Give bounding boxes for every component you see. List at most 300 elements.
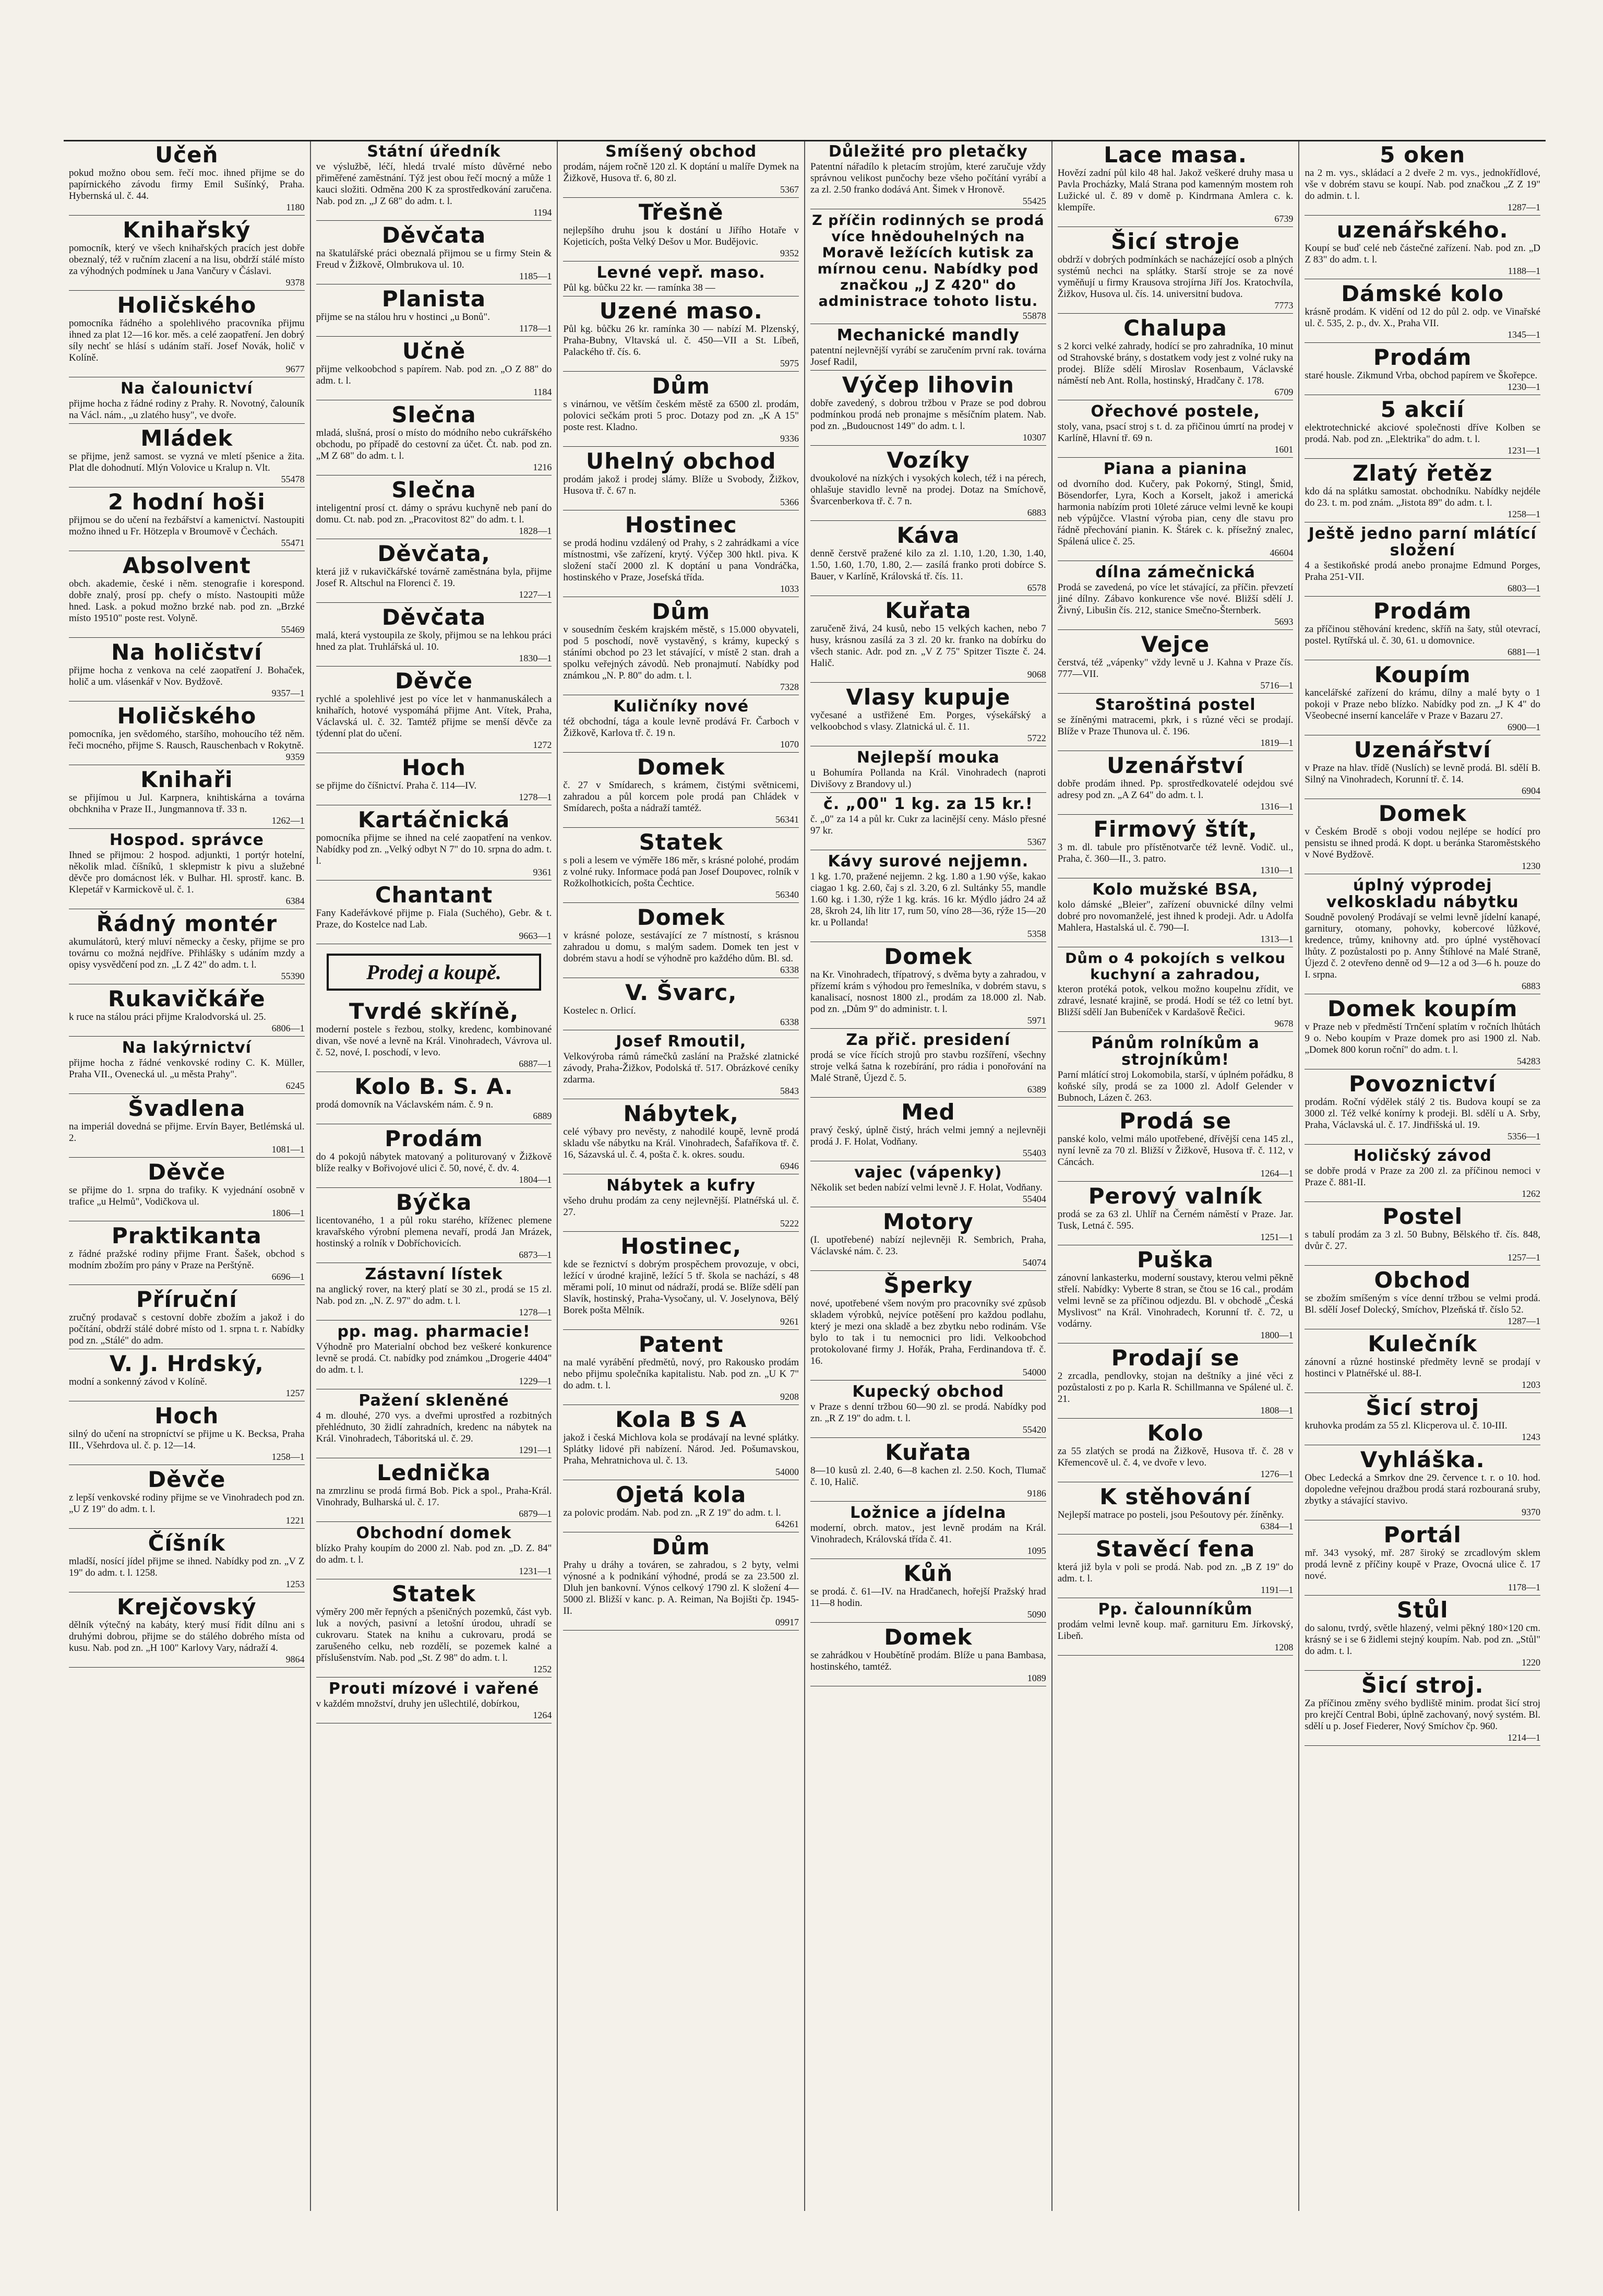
ad-title: Lace masa. <box>1104 142 1247 168</box>
ad-title: Hostinec <box>625 512 737 538</box>
ad-title: Děvče <box>148 1467 226 1492</box>
classified-ad <box>810 144 1046 209</box>
ad-text: kteron protéká potok, velkou možno koupelnu zřídit, ve zdravé, lesnaté krajině, se prodá. Hodí se též co letní byt. Bližší sdělí Jan Bubeníček v Kardašově Řečici. <box>1057 984 1294 1018</box>
ad-title: Perový valník <box>1088 1183 1263 1209</box>
ad-code: 1178—1 <box>519 323 552 334</box>
ad-code: 9678 <box>1274 1018 1294 1029</box>
ad-title: Kuřata <box>885 1440 972 1465</box>
classified-ad <box>1305 1205 1540 1266</box>
ad-title: Děvčata <box>381 222 486 248</box>
ad-code: 5843 <box>780 1086 799 1096</box>
classified-ad <box>1305 346 1540 395</box>
ad-text: se zbožím smíšeným s více denní tržbou se velmi prodá. Bl. sdělí Josef Dolecký, Smíchov, Plzeňská tř. číslo 52. <box>1305 1293 1541 1315</box>
ad-text: zaručeně živá, 24 kusů, nebo 15 velkých kachen, nebo 7 husy, krásnou zasílá za 3 zl. 20 kr. franko na dobírku do všech stanic. Adr. pod zn. „V Z 75" Spitzer Tiszte č. 24. Halič. <box>810 623 1046 669</box>
ad-code: 1243 <box>1522 1432 1541 1442</box>
divider <box>1305 596 1540 597</box>
ad-code: 1601 <box>1274 444 1294 455</box>
divider <box>1058 693 1294 694</box>
ad-title: Vejce <box>1141 632 1210 657</box>
classified-ad <box>1305 144 1540 216</box>
ad-code: 6696—1 <box>271 1271 305 1282</box>
ad-title: Kuličníky nové <box>613 697 749 716</box>
classified-ad <box>810 327 1046 371</box>
divider <box>69 1284 305 1285</box>
ad-title: Obchodní domek <box>356 1524 512 1542</box>
ad-text: 4 m. dlouhé, 270 vys. a dveřmi uprostřed a rozbitných přehlédnuto, 30 židlí zahradních, kredenc na nábytek na Král. Vinohradech, Táboritská ul. č. 29. <box>316 1410 552 1444</box>
classified-ad <box>1058 882 1294 947</box>
ad-title: Švadlena <box>128 1096 246 1121</box>
ad-text: 3 m. dl. tabule pro přístěnotvarče též levně. Vodič. ul., Praha, č. 360—II., 3. patro. <box>1057 842 1294 864</box>
ad-code: 6887—1 <box>519 1058 552 1069</box>
ad-text: pomocníka přijme se ihned na celé zaopatření na venkov. Nabídky pod zn. „Velký odbyt N 7" do 10. srpna do adm. t. l. <box>316 832 552 866</box>
classified-ad <box>316 1000 552 1072</box>
classified-ad <box>810 796 1046 850</box>
ad-code: 1800—1 <box>1260 1330 1294 1340</box>
ad-text: malá, která vystoupila ze školy, přijmou se na lehkou práci hned za plat. Truhlářská ul. 10. <box>316 630 552 652</box>
ad-code: 1278—1 <box>519 792 552 802</box>
classified-ad <box>69 427 305 487</box>
ad-code: 6889 <box>533 1111 552 1121</box>
divider <box>69 423 305 424</box>
ad-title: Ojetá kola <box>616 1482 747 1507</box>
classified-ad <box>316 479 552 539</box>
ad-text: v sousedním českém krajském městě, s 15.000 obyvateli, pod 5 poschodí, nově vystavěný, s krámy, kupecký s stáními obchod po 23 let stávající, v místě 2 stan. drah a spolku veřejných závodů. Neb pronajmutí. Nabídky pod známkou „N. P. 80" do adm. t. l. <box>563 624 799 681</box>
divider <box>1058 457 1294 458</box>
ad-text: akumulátorů, který mluví německy a česky, přijme se pro továrnu co možná nejdříve. Přihlášky s udáním mzdy a opisy vysvědčení pod zn. „L Z 42" do adm. t. l. <box>69 936 305 970</box>
ad-title: Uzené maso. <box>599 298 763 324</box>
ad-text: na Kr. Vinohradech, třípatrový, s dvěma byty a zahradou, v přízemí krám s výhodou pro řemeslníka, v dobrém stavu, s kanalisací, nosnost 1800 zl., prodám za 18.000 zl. Nab. pod zn. „Dům 9" do administr. t. l. <box>810 969 1046 1015</box>
ad-text: na 2 m. vys., skládací a 2 dveře 2 m. vys., jednokřídlové, vše v dobrém stavu se koupí. Nab. pod značkou „Z Z 19" do admin. t. l. <box>1305 168 1541 201</box>
ad-title: Lednička <box>377 1460 491 1485</box>
classified-ad <box>69 988 305 1037</box>
ad-text: 2 zrcadla, pendlovky, stojan na deštníky a jiné věci z pozůstalosti z po p. Karla R. Schillmanna ve Spálené ul. č. 21. <box>1057 1371 1294 1405</box>
classified-ad <box>810 1505 1046 1559</box>
ad-text: dobře prodám ihned. Pp. sprostředkovatelé odejdou své adresy pod zn. „A Z 64" do adm. t. l. <box>1057 778 1294 801</box>
ad-text: pomocníka, jen svědomého, staršího, mohoucího též něm. řeči mocného, přijme S. Rausch, Rauschenbach v Rokytně. <box>69 729 305 751</box>
classified-ad <box>1058 633 1294 694</box>
classified-ad <box>316 1525 552 1579</box>
ad-text: Několik set beden nabízí velmi levně J. F. Holat, Vodňany. <box>810 1182 1043 1193</box>
ad-title: Děvčata <box>381 604 486 630</box>
classified-ad <box>810 1562 1046 1623</box>
ad-title: V. Švarc, <box>625 980 737 1005</box>
divider <box>810 1437 1046 1438</box>
ad-code: 6879—1 <box>519 1508 552 1519</box>
ad-title: Býčka <box>396 1189 472 1215</box>
ad-title: Povoznictví <box>1349 1071 1497 1097</box>
ad-title: 5 oken <box>1380 142 1466 168</box>
ad-text: Kostelec n. Orlicí. <box>563 1005 636 1016</box>
ad-text: Fany Kadeřávkové přijme p. Fiala (Suchého), Gebr. & t. Praze, do Kostelce nad Lab. <box>316 908 552 930</box>
classified-ad <box>810 1032 1046 1098</box>
ad-text: s vinárnou, ve větším českém městě za 6500 zl. prodám, polovici sečkám proti 5 proc. Dotazy pod zn. „K A 15" poste rest. Kladno. <box>563 399 799 433</box>
classified-ad <box>69 1224 305 1285</box>
ad-text: za polovic prodám. Nab. pod zn. „R Z 19" do adm. t. l. <box>563 1507 781 1518</box>
classified-ad <box>563 698 799 753</box>
divider <box>1058 629 1294 630</box>
classified-ad <box>810 449 1046 521</box>
ad-text: obch. akademie, české i něm. stenografie i korespond. dobře znalý, prosí pp. chefy o místo. Nastoupiti může hned. Lask. a pokud možno brzké nab. pod zn. „Brzké místo 19510" poste rest. Volyně. <box>69 578 305 624</box>
classified-ad <box>810 1274 1046 1381</box>
ad-title: Kuřata <box>885 598 972 623</box>
divider <box>810 1501 1046 1502</box>
ad-title: Portál <box>1383 1522 1462 1548</box>
ad-text: silný do učení na stropníctví se přijme u K. Becksa, Praha III., Všehrdova ul. č. p. 12—14. <box>69 1429 305 1451</box>
ad-title: Knihaři <box>140 767 233 792</box>
classified-ad <box>316 1583 552 1678</box>
ad-code: 1089 <box>1027 1673 1046 1683</box>
ad-text: v každém množství, druhy jen ušlechtilé, dobírkou, <box>316 1698 520 1709</box>
divider <box>563 1329 799 1330</box>
ad-text: z řádné pražské rodiny přijme Frant. Šašek, obchod s modním zbožím pro pány v Praze na Perštýně. <box>69 1248 305 1271</box>
ad-text: nové, upotřebené všem novým pro pracovníky své způsob skladem výrobků, nejvíce potěšení pro každou podlahu, který je mezi ona skladě a bez zbytku nebo rodinám. Vše bylo to tak i tu nemocnici pro lidi. Velkoobchod protokolované firmy J. Hořák, Praha, Ferdinandova tř. č. 16. <box>810 1298 1046 1366</box>
ad-title: vajec (vápenky) <box>854 1163 1002 1182</box>
classified-ad <box>1058 1422 1294 1482</box>
ad-title: Příruční <box>136 1287 237 1312</box>
classified-ad <box>563 981 799 1030</box>
classified-ad <box>69 1532 305 1592</box>
ad-code: 5693 <box>1274 616 1294 627</box>
classified-ad <box>563 1177 799 1232</box>
classified-ad <box>69 554 305 638</box>
classified-ad <box>810 1164 1046 1207</box>
classified-ad <box>69 768 305 829</box>
classified-ad <box>69 144 305 216</box>
divider <box>563 902 799 903</box>
ad-code: 1216 <box>533 462 552 472</box>
ad-text: v Praze na hlav. třídě (Nuslích) se levně prodá. Bl. sdělí B. Silný na Vinohradech, Korunní tř. č. 14. <box>1305 763 1541 785</box>
ad-text: se dobře prodá v Praze za 200 zl. za příčinou nemoci v Praze č. 881-II. <box>1305 1165 1541 1188</box>
ad-title: Uzenářství <box>1107 753 1244 778</box>
divider <box>1058 1181 1294 1182</box>
ad-code: 1081—1 <box>271 1144 305 1155</box>
ad-code: 9352 <box>780 248 799 258</box>
divider <box>1058 1418 1294 1419</box>
classified-ad <box>810 374 1046 446</box>
classified-ad <box>810 750 1046 793</box>
ad-text: se přijme do číšnictví. Praha č. 114—IV. <box>316 780 477 791</box>
ad-code: 1272 <box>533 740 552 750</box>
ad-code: 55878 <box>1022 311 1046 321</box>
classified-ad <box>1058 317 1294 400</box>
classified-ad <box>316 288 552 337</box>
ad-title: Důležité pro pletačky <box>828 142 1028 161</box>
ad-text: jakož i česká Michlova kola se prodávají na levné splátky. Splátky lidové při nabízení. Národ. Jed. Pošumavskou, Praha, Mehratnichova ul. č. 13. <box>563 1432 799 1466</box>
divider <box>1058 814 1294 815</box>
classified-ad <box>1058 950 1294 1032</box>
ad-text: kolo dámské „Bleier", zařízení obuvnické dílny velmi dobré pro novomanželé, jest ihned k prodeji. Adr. u Adolfa Mahlera, Hastalská ul. č. 790—I. <box>1057 899 1294 933</box>
ad-title: Uhelný obchod <box>585 448 776 474</box>
ad-code: 5716—1 <box>1260 680 1294 691</box>
ad-text: přijme hocha z řádné venkovské rodiny C. K. Müller, Praha VII., Ovenecká ul. „u města Prahy". <box>69 1057 305 1080</box>
ad-title: Josef Rmoutil, <box>616 1032 747 1051</box>
ad-title: Hoch <box>402 755 466 780</box>
ad-code: 1203 <box>1522 1379 1541 1390</box>
ad-title: Státní úředník <box>367 142 501 161</box>
ad-title: Nejlepší mouka <box>856 748 1000 767</box>
ad-title: Učně <box>402 338 466 364</box>
ad-code: 1264—1 <box>1260 1168 1294 1179</box>
classified-ad <box>69 1161 305 1221</box>
ad-title: Koupím <box>1374 662 1471 687</box>
ad-text: Koupí se buď celé neb částečné zařízení. Nab. pod zn. „D Z 83" do adm. t. l. <box>1305 243 1541 265</box>
ad-code: 1253 <box>285 1579 305 1589</box>
ad-text: do salonu, tvrdý, světle hlazený, velmi pěkný 180×120 cm. krásný se i se 6 židlemi stejný koupím. Nab. pod zn. „Stůl" do adm. t. l. <box>1305 1623 1541 1657</box>
classified-ad <box>1058 754 1294 815</box>
ad-title: Chantant <box>375 882 493 908</box>
classified-ad <box>1058 1248 1294 1343</box>
ad-code: 9677 <box>285 364 305 374</box>
ad-code: 9361 <box>533 867 552 877</box>
ad-text: prodám, nájem ročně 120 zl. K doptání u malíře Dymek na Žižkově, Husova tř. 6, 80 zl. <box>563 161 799 184</box>
ad-code: 1287—1 <box>1508 1316 1541 1326</box>
ad-code: 5358 <box>1027 929 1046 939</box>
divider <box>810 682 1046 683</box>
classified-ad <box>810 1626 1046 1686</box>
ad-title: Šicí stroj. <box>1361 1672 1484 1698</box>
ad-text: licentovaného, 1 a půl roku starého, kříženec plemene kravařského výrobní plemena nevaří, prodá Jan Mrázek, hostinský a rolník v Dobříchovicích. <box>316 1215 552 1249</box>
ad-code: 6245 <box>285 1080 305 1091</box>
ad-title: Káva <box>896 522 960 548</box>
ad-title: Nábytek, <box>623 1101 739 1126</box>
ad-code: 6883 <box>1027 507 1046 518</box>
ad-text: Prodá se zavedená, po více let stávající, za příčin. převzetí jiné dílny. Zábavo konkurence vše nové. Bližší sdělí J. Živný, Libušin čís. 212, stanice Smečno-Šternberk. <box>1057 582 1294 616</box>
ad-text: kdo dá na splátku samostat. obchodníku. Nabídky nejdéle do 23. t. m. pod znám. „Jistota 89" do adm. t. l. <box>1305 486 1541 508</box>
ad-code: 1828—1 <box>519 526 552 536</box>
classified-ad <box>563 1033 799 1099</box>
ad-title: Třešně <box>638 199 724 225</box>
ad-code: 1291—1 <box>519 1445 552 1455</box>
ad-text: dělník výtečný na kabáty, který musí řídit dílnu ani s druhými dobrou, přijme se do stálého dobrého místa od kusu. Nab. pod zn. „H 100" Karlovy Vary, nádraží 4. <box>69 1620 305 1653</box>
divider <box>1305 1265 1540 1266</box>
ad-code: 54283 <box>1517 1056 1541 1066</box>
ad-code: 1287—1 <box>1508 202 1541 212</box>
ad-text: přijme hocha z řádné rodiny z Prahy. R. Novotný, čalouník na Václ. nám., „u zlatého husy", ve dvoře. <box>69 398 305 421</box>
divider <box>1058 1655 1294 1656</box>
ad-title: Šperky <box>883 1272 973 1298</box>
ad-title: Holičský závod <box>1353 1147 1492 1165</box>
ad-text: Soudně povolený Prodávají se velmi levně jídelní kanapé, garnitury, otomany, pohovky, kobercové lůžkové, kredence, trůmy, knihovny atd. pro úplné vystěhovací lhůty. Z pozůstalosti po p. Anny Štíhlové na Malé Straně, Újezd č. 2 otevřeno denně od 9—12 a od 3—6 h. pouze do I. srpna. <box>1305 912 1541 980</box>
ad-code: 1191—1 <box>1261 1585 1294 1595</box>
ad-text: za příčinou stěhování kredenc, skříň na šaty, stůl otevrací, postel. Rytířská ul. č. 30, 61. u domovnice. <box>1305 624 1541 646</box>
ad-text: 4 a šestikoňské prodá anebo pronajme Edmund Porges, Praha 251-VII. <box>1305 560 1541 582</box>
ad-code: 56341 <box>775 814 799 825</box>
ad-text: prodá domovník na Václavském nám. č. 9 n. <box>316 1099 494 1110</box>
ad-code: 1276—1 <box>1260 1469 1294 1479</box>
ad-text: moderní postele s řezbou, stolky, kredenc, kombinované divan, vše nové a levně na Král. Vinohradech, Vávrova ul. č. 52, nové, I. poschodí, v levo. <box>316 1024 552 1058</box>
divider <box>1305 342 1540 343</box>
ad-text: mladá, slušná, prosí o místo do módního nebo cukrářského obchodu, po případě do cestovní za účet. Čt. nab. pod zn. „M Z 68" do adm. t. l. <box>316 427 552 461</box>
ad-code: 6709 <box>1274 387 1294 397</box>
ad-code: 5356—1 <box>1508 1131 1541 1141</box>
ad-text: Prahy u dráhy a továren, se zahradou, s 2 byty, velmi výnosné a k podnikání výhodné, prodá se za 23.500 zl. Dluh jen bankovní. Výnos celkový 1790 zl. K složení 4—5000 zl. Bližší v kanc. p. A. Reiman, Na Bojišti čp. 1945-II. <box>563 1560 799 1616</box>
ad-title: Tvrdé skříně, <box>349 998 519 1024</box>
classified-ad <box>563 906 799 978</box>
classified-ad <box>810 1101 1046 1161</box>
classified-ad <box>69 491 305 551</box>
divider <box>1305 215 1540 216</box>
classified-ad <box>1058 144 1294 227</box>
classified-ad <box>563 600 799 695</box>
ad-code: 1231—1 <box>519 1566 552 1576</box>
ad-text: nejlepšího druhu jsou k dostání u Jiřího Hotaře v Kojeticích, pošta Velký Dešov u Mor. Budějovic. <box>563 225 799 247</box>
ad-title: Kůň <box>903 1561 953 1586</box>
classified-ad <box>316 1075 552 1124</box>
ad-title: Zástavní lístek <box>365 1265 503 1283</box>
ad-title: Puška <box>1137 1247 1214 1272</box>
ad-code: 6739 <box>1274 213 1294 224</box>
ad-code: 6900—1 <box>1508 722 1541 732</box>
ad-code: 1257—1 <box>1508 1252 1541 1263</box>
classified-ad <box>316 1324 552 1389</box>
ad-title: Kávy surové nejjemn. <box>828 852 1029 871</box>
ad-code: 1258—1 <box>1508 509 1541 519</box>
ad-title: Prodám <box>385 1126 483 1151</box>
divider <box>810 520 1046 521</box>
classified-ad <box>1058 1538 1294 1598</box>
divider <box>316 1320 552 1321</box>
classified-ad <box>316 1681 552 1723</box>
ad-title: Dům o 4 pokojích s velkou kuchyní a zahradou, <box>1065 950 1286 983</box>
ad-text: patentní nejlevnější vyrábí se zaručením první rak. továrna Josef Radil, <box>810 345 1046 367</box>
classified-ad <box>316 144 552 221</box>
ad-text: Parní mlátící stroj Lokomobila, starší, v úplném pořádku, 8 koňské síly, prodá se za 1000 zl. Adolf Gelender v Bubnoch, Lázen č. 263. <box>1057 1069 1294 1103</box>
classified-ad <box>69 1040 305 1094</box>
ad-title: Šicí stroje <box>1110 229 1240 254</box>
ad-title: Dámské kolo <box>1341 281 1504 306</box>
ad-text: prodám jakož i prodej slámy. Blíže u Svobody, Žižkov, Husova tř. č. 67 n. <box>563 474 799 496</box>
classified-ad <box>316 403 552 475</box>
ad-code: 5971 <box>1027 1015 1046 1026</box>
ad-code: 1178—1 <box>1508 1582 1541 1592</box>
ad-code: 64261 <box>775 1519 799 1529</box>
ad-code: 1806—1 <box>271 1208 305 1218</box>
ad-text: č. 27 v Smídarech, s krámem, čistými světnicemi, zahradou a půl korcem pole prodá pan Chládek v Smídarech, pošta a nádraží tamtéž. <box>563 780 799 814</box>
column-4 <box>805 141 1052 2211</box>
classified-ad <box>1305 1333 1540 1393</box>
classified-ad <box>69 1288 305 1349</box>
classified-ad <box>810 853 1046 942</box>
classified-ad <box>69 1352 305 1401</box>
ad-title: Postel <box>1382 1204 1463 1229</box>
ad-title: Dům <box>652 599 710 624</box>
column-3 <box>558 141 805 2211</box>
ad-code: 6904 <box>1522 786 1541 796</box>
ad-text: Za příčinou změny svého bydliště minim. prodat šicí stroj pro krejčí Central Bobi, úplně zachovaný, nový systém. Bl. sdělí u p. Josef Fiederer, Nový Smíchov čp. 960. <box>1305 1698 1541 1732</box>
ad-text: Půl kg. bůčku 26 kr. ramínka 30 — nabízí M. Plzenský, Praha-Bubny, Vltavská ul. č. 450—VII a St. Líbeň, Palackého tř. čís. 6. <box>563 324 799 358</box>
ad-title: Hospod. správce <box>109 831 264 849</box>
ad-code: 1208 <box>1274 1642 1294 1652</box>
ad-title: Absolvent <box>123 553 251 578</box>
ad-text: která již v rukavičkářské továrně zaměstnána byla, přijme Josef R. Altschul na Florenci č. 19. <box>316 566 552 589</box>
divider <box>316 1677 552 1678</box>
ad-text: se prodá. č. 61—IV. na Hradčanech, hořejší Pražský hrad 11—8 hodin. <box>810 1586 1046 1609</box>
divider <box>69 637 305 638</box>
ad-title: Smíšený obchod <box>605 142 757 161</box>
ad-title: Piana a pianina <box>1103 460 1248 478</box>
classified-ad <box>69 1097 305 1158</box>
ad-text: výměry 200 měr řepných a pšeničných pozemků, část vyb. luk a nových, pasivní a letošní úrodou, uhradí se cukrovaru. Statek na knihu a cukrovaru, prodá se zarušeného celku, neb rozdělí, se pozemek kalné a příslušenstvím. Nab. pod „St. Z 98" do adm. t. l. <box>316 1607 552 1663</box>
ad-code: 5090 <box>1027 1609 1046 1620</box>
ad-title: pp. mag. pharmacie! <box>337 1323 531 1341</box>
ad-text: z lepší venkovské rodiny přijme se ve Vinohradech pod zn. „U Z 19" do adm. t. l. <box>69 1492 305 1515</box>
classified-ad <box>563 514 799 597</box>
ad-title: Stavěcí fena <box>1095 1536 1255 1562</box>
ad-title: 2 hodní hoši <box>107 489 266 515</box>
classified-ad <box>69 641 305 701</box>
ad-title: Slečna <box>391 402 476 427</box>
divider <box>69 1528 305 1529</box>
classified-ad <box>69 1596 305 1668</box>
ad-code: 1258—1 <box>271 1452 305 1462</box>
newspaper-page <box>64 140 1546 2211</box>
classified-ad <box>1305 739 1540 799</box>
divider <box>563 752 799 753</box>
column-6 <box>1299 141 1546 2211</box>
divider <box>316 880 552 881</box>
ad-title: Statek <box>639 829 723 855</box>
classified-ad <box>1058 230 1294 314</box>
ad-title: č. „00" 1 kg. za 15 kr.! <box>823 795 1033 813</box>
classified-ad <box>563 300 799 372</box>
ad-text: Patentní nářadílo k pletacím strojům, které zaručuje vždy správnou velikost punčochy beze všeho počítání vyrábí a za zl. 2.50 franko dodává Ant. Šimek v Hronově. <box>810 161 1046 195</box>
ad-text: Nejlepší matrace po posteli, jsou Pešoutovy pér. žíněnky. <box>1057 1509 1284 1520</box>
ad-text: Velkovýroba rámů rámečků zaslání na Pražské zlatnické závody, Praha-Žižkov, Podolská tř. 517. Obrázkové ceníky zdarma. <box>563 1051 799 1085</box>
divider <box>563 197 799 198</box>
ad-title: Číšník <box>148 1530 226 1556</box>
ad-title: Vlasy kupuje <box>846 684 1011 710</box>
ad-code: 54000 <box>1022 1367 1046 1377</box>
divider <box>316 220 552 221</box>
ad-title: Prodá se <box>1119 1108 1231 1134</box>
classified-ad <box>1058 697 1294 751</box>
ad-text: ve výslužbě, léčí, hledá trvalé místo důvěrné nebo přiměřené zaměstnání. Týž jest obou řečí mocný a může 1 kauci složiti. Odměna 200 K za sprostředkování zaručena. Nab. pod zn. „J Z 68" do adm. t. l. <box>316 161 552 207</box>
ad-text: se přijme do 1. srpna do trafiky. K vyjednání osobně v trafice „u Helmů", Vodičkova ul. <box>69 1185 305 1207</box>
classified-ad <box>563 144 799 198</box>
ad-code: 6578 <box>1027 582 1046 593</box>
ad-title: úplný výprodej velkoskladu nábytku <box>1326 876 1519 911</box>
ad-text: která již byla v poli se prodá. Nab. pod zn. „B Z 19" do adm. t. l. <box>1057 1562 1294 1584</box>
ad-title: Kulečník <box>1368 1331 1478 1357</box>
ad-code: 9208 <box>780 1391 799 1402</box>
ad-text: s poli a lesem ve výměře 186 měr, s krásné polohé, prodám z volné ruky. Informace podá pan Josef Doupovec, rolník v Rožkolhotkicích, pošta Čechtice. <box>563 855 799 889</box>
ad-title: Vozíky <box>887 447 970 473</box>
classified-ad <box>810 212 1046 324</box>
divider <box>1058 1106 1294 1107</box>
ad-text: k ruce na stálou práci přijme Kralodvorská ul. 25. <box>69 1012 266 1022</box>
ad-title: Mechanické mandly <box>836 326 1020 344</box>
classified-ad <box>563 201 799 261</box>
ad-code: 1819—1 <box>1260 737 1294 748</box>
classified-ad <box>316 606 552 667</box>
ad-title: Firmový štít, <box>1093 816 1258 842</box>
classified-ad <box>563 1408 799 1480</box>
classified-ad <box>563 450 799 510</box>
section-heading <box>327 954 542 991</box>
classified-ad <box>563 375 799 447</box>
ad-code: 9370 <box>1522 1507 1541 1517</box>
classified-ad <box>1058 564 1294 630</box>
ad-code: 5367 <box>780 184 799 195</box>
classified-ad <box>563 831 799 903</box>
ad-text: zánovní lankasterku, moderní soustavy, kterou velmi pěkně střelí. Nabídky: Vyberte 8 stran, se čtou se 16 cal., prodám velmi levně se za příčinou odjezdu. Bl. v obchodě „Česká Myslivost" na Král. Vinohradech, Korunní tř. č. 72, u vodárny. <box>1057 1272 1294 1329</box>
ad-title: Šicí stroj <box>1366 1395 1479 1420</box>
ad-text: pravý český, úplně čistý, hrách velmi jemný a nejlevněji prodá J. F. Holat, Vodňany. <box>810 1125 1046 1147</box>
ad-code: 1262 <box>1522 1188 1541 1199</box>
ad-title: Krejčovský <box>117 1594 257 1620</box>
ad-text: pomocníka řádného a spolehlivého pracovníka přijmu ihned za plat 12—16 kor. měs. a celé zaopatření. Jen dobrý síly nechť se hlásí s udáním staří. Josef Novák, holič v Kolíně. <box>69 318 305 363</box>
classified-ad <box>316 884 552 944</box>
